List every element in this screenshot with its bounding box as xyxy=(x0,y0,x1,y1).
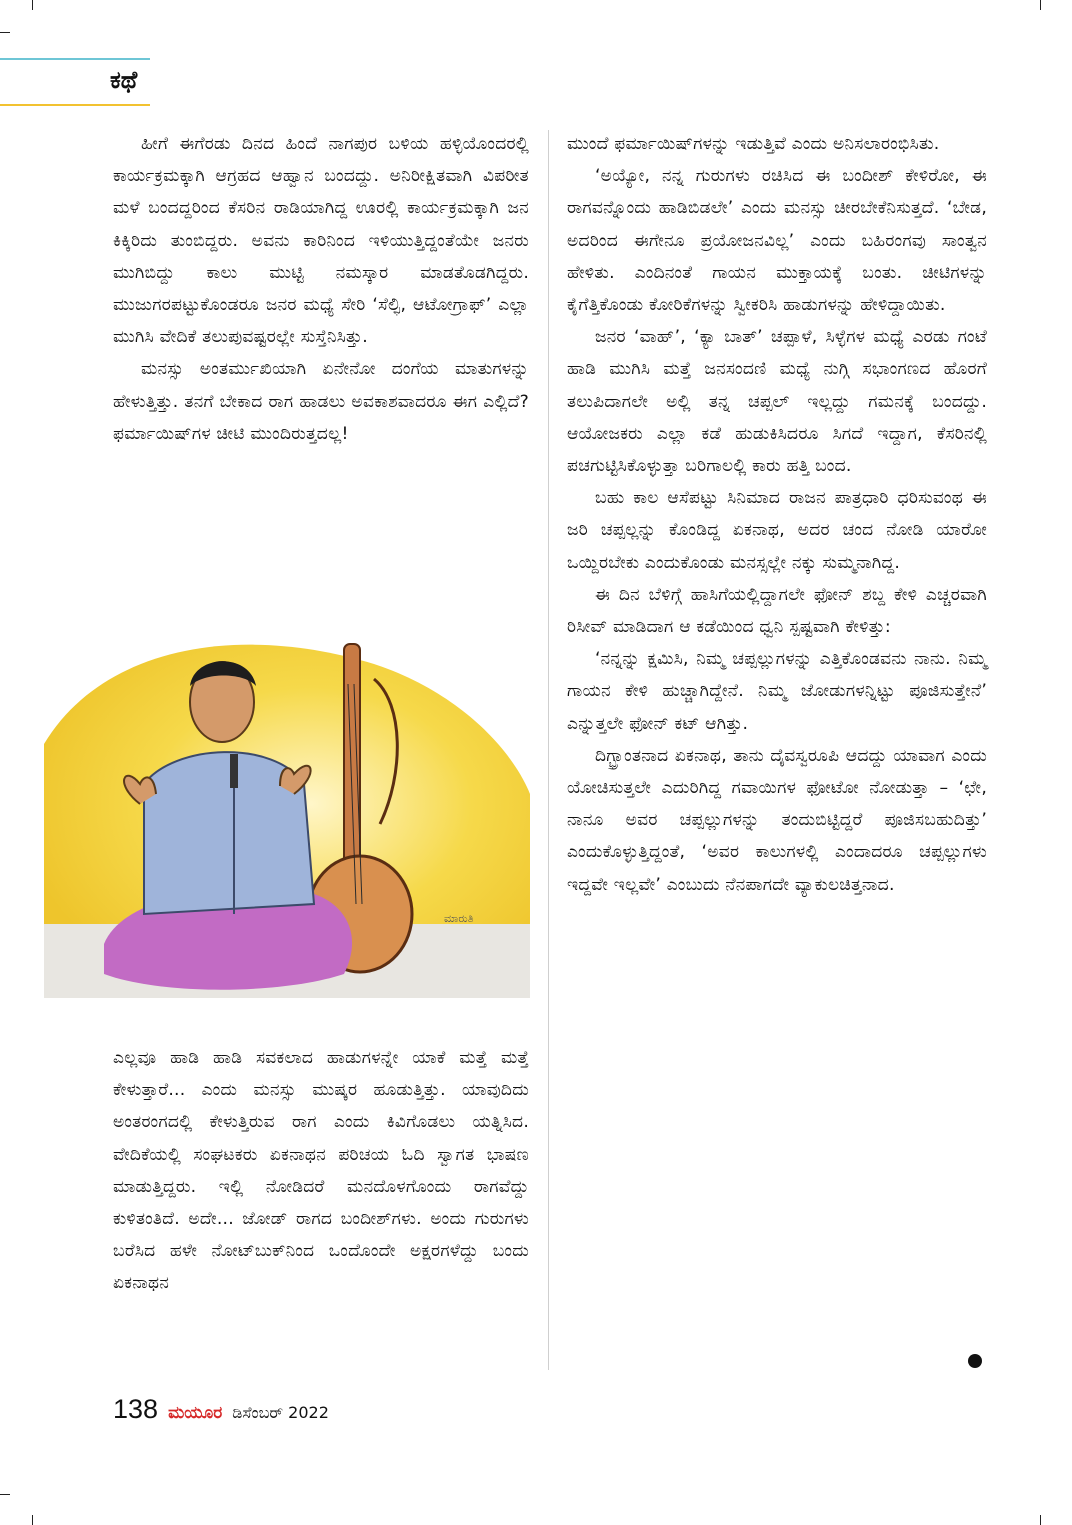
crop-mark-left-lower xyxy=(0,1494,10,1495)
end-of-story-dot xyxy=(968,1354,982,1368)
singer-illustration xyxy=(44,624,530,998)
issue-date: ಡಿಸೆಂಬರ್ 2022 xyxy=(232,1403,329,1422)
crop-mark-bottom-left xyxy=(32,1515,33,1525)
magazine-name: ಮಯೂರ xyxy=(168,1403,223,1423)
crop-mark-top-right xyxy=(1040,0,1041,10)
paragraph: ಬಹು ಕಾಲ ಆಸೆಪಟ್ಟು ಸಿನಿಮಾದ ರಾಜನ ಪಾತ್ರಧಾರಿ ಧರಿಸುವಂಥ ಈ ಜರಿ ಚಪ್ಪಲ್ಲನ್ನು ಕೊಂಡಿದ್ದ ಏಕನಾಥ, ಅದರ ಚಂದ ನೋಡಿ ಯಾರೋ ಒಯ್ದಿರಬೇಕು ಎಂದುಕೊಂಡು ಮನಸ್ಸಲ್ಲೇ ನಕ್ಕು ಸುಮ್ಮನಾಗಿದ್ದ. xyxy=(567,488,987,573)
paragraph: ಮುಂದೆ ಫರ್ಮಾಯಿಷ್‌ಗಳನ್ನು ಇಡುತ್ತಿವೆ ಎಂದು ಅನಿಸಲಾರಂಭಿಸಿತು. xyxy=(567,134,940,154)
yellow-rule xyxy=(0,104,150,106)
paragraph: ಹೀಗೆ ಈಗೆರಡು ದಿನದ ಹಿಂದೆ ನಾಗಪುರ ಬಳಿಯ ಹಳ್ಳಿಯೊಂದರಲ್ಲಿ ಕಾರ್ಯಕ್ರಮಕ್ಕಾಗಿ ಆಗ್ರಹದ ಆಹ್ವಾನ ಬಂದದ್ದು. ಅನಿರೀಕ್ಷಿತವಾಗಿ ವಿಪರೀತ ಮಳೆ ಬಂದದ್ದರಿಂದ ಕೆಸರಿನ ರಾಡಿಯಾಗಿದ್ದ ಊರಲ್ಲಿ ಕಾರ್ಯಕ್ರಮಕ್ಕಾಗಿ ಜನ ಕಿಕ್ಕಿರಿದು ತುಂಬಿದ್ದರು. ಅವನು ಕಾರಿನಿಂದ ಇಳಿಯುತ್ತಿದ್ದಂತೆಯೇ ಜನರು ಮುಗಿಬಿದ್ದು ಕಾಲು ಮುಟ್ಟಿ ನಮಸ್ಕಾರ ಮಾಡತೊಡಗಿದ್ದರು. ಮುಜುಗರಪಟ್ಟುಕೊಂಡರೂ ಜನರ ಮಧ್ಯೆ ಸೇರಿ ‘ಸೆಲ್ಫಿ, ಆಟೋಗ್ರಾಫ್’ ಎಲ್ಲಾ ಮುಗಿಸಿ ವೇದಿಕೆ ತಲುಪುವಷ್ಟರಲ್ಲೇ ಸುಸ್ತೆನಿಸಿತ್ತು. xyxy=(113,134,529,348)
left-column-top xyxy=(113,128,529,450)
left-column-bottom xyxy=(113,1042,529,1300)
right-column xyxy=(567,128,987,901)
teal-rule xyxy=(0,58,150,60)
paragraph: ‘ನನ್ನನ್ನು ಕ್ಷಮಿಸಿ, ನಿಮ್ಮ ಚಪ್ಪಲ್ಲುಗಳನ್ನು ಎತ್ತಿಕೊಂಡವನು ನಾನು. ನಿಮ್ಮ ಗಾಯನ ಕೇಳಿ ಹುಚ್ಚಾಗಿದ್ದೇನೆ. ನಿಮ್ಮ ಜೋಡುಗಳನ್ನಿಟ್ಟು ಪೂಜಿಸುತ್ತೇನೆ’ ಎನ್ನುತ್ತಲೇ ಫೋನ್ ಕಟ್ ಆಗಿತ್ತು. xyxy=(567,649,987,734)
paragraph: ‘ಅಯ್ಯೋ, ನನ್ನ ಗುರುಗಳು ರಚಿಸಿದ ಈ ಬಂದೀಶ್ ಕೇಳಿರೋ, ಈ ರಾಗವನ್ನೊಂದು ಹಾಡಿಬಿಡಲೇ’ ಎಂದು ಮನಸ್ಸು ಚೀರಬೇಕೆನಿಸುತ್ತದೆ. ‘ಬೇಡ, ಅದರಿಂದ ಈಗೇನೂ ಪ್ರಯೋಜನವಿಲ್ಲ’ ಎಂದು ಬಹಿರಂಗವು ಸಾಂತ್ವನ ಹೇಳಿತು. ಎಂದಿನಂತೆ ಗಾಯನ ಮುಕ್ತಾಯಕ್ಕೆ ಬಂತು. ಚೀಟಿಗಳನ್ನು ಕೈಗೆತ್ತಿಕೊಂಡು ಕೋರಿಕೆಗಳನ್ನು ಸ್ವೀಕರಿಸಿ ಹಾಡುಗಳನ್ನು ಹೇಳಿದ್ದಾಯಿತು. xyxy=(567,166,987,316)
paragraph: ಎಲ್ಲವೂ ಹಾಡಿ ಹಾಡಿ ಸವಕಲಾದ ಹಾಡುಗಳನ್ನೇ ಯಾಕೆ ಮತ್ತೆ ಮತ್ತೆ ಕೇಳುತ್ತಾರೆ... ಎಂದು ಮನಸ್ಸು ಮುಷ್ಕರ ಹೂಡುತ್ತಿತ್ತು. ಯಾವುದಿದು ಅಂತರಂಗದಲ್ಲಿ ಕೇಳುತ್ತಿರುವ ರಾಗ ಎಂದು ಕಿವಿಗೊಡಲು ಯತ್ನಿಸಿದ. ವೇದಿಕೆಯಲ್ಲಿ ಸಂಘಟಕರು ಏಕನಾಥನ ಪರಿಚಯ ಓದಿ ಸ್ವಾಗತ ಭಾಷಣ ಮಾಡುತ್ತಿದ್ದರು. ಇಲ್ಲಿ ನೋಡಿದರೆ ಮನದೊಳಗೊಂದು ರಾಗವೆದ್ದು ಕುಳಿತಂತಿದೆ. ಅದೇ... ಜೋಡ್ ರಾಗದ ಬಂದೀಶ್‌ಗಳು. ಅಂದು ಗುರುಗಳು ಬರೆಸಿದ ಹಳೇ ನೋಟ್‌ಬುಕ್‌ನಿಂದ ಒಂದೊಂದೇ ಅಕ್ಷರಗಳೆದ್ದು ಬಂದು ಏಕನಾಥನ xyxy=(113,1048,529,1294)
paragraph: ದಿಗ್ಭ್ರಾಂತನಾದ ಏಕನಾಥ, ತಾನು ದೈವಸ್ವರೂಪಿ ಆದದ್ದು ಯಾವಾಗ ಎಂದು ಯೋಚಿಸುತ್ತಲೇ ಎದುರಿಗಿದ್ದ ಗವಾಯಿಗಳ ಫೋಟೋ ನೋಡುತ್ತಾ – ‘ಛೇ, ನಾನೂ ಅವರ ಚಪ್ಪಲ್ಲುಗಳನ್ನು ತಂದುಬಿಟ್ಟಿದ್ದರೆ ಪೂಜಿಸಬಹುದಿತ್ತು’ ಎಂದುಕೊಳ್ಳುತ್ತಿದ್ದಂತೆ, ‘ಅವರ ಕಾಲುಗಳಲ್ಲಿ ಎಂದಾದರೂ ಚಪ್ಪಲ್ಲುಗಳು ಇದ್ದವೇ ಇಲ್ಲವೇ’ ಎಂಬುದು ನೆನಪಾಗದೇ ವ್ಯಾಕುಲಚಿತ್ತನಾದ. xyxy=(567,745,987,895)
section-label: ಕಥೆ xyxy=(110,66,138,94)
artist-signature: ಮಾರುತಿ xyxy=(444,912,474,925)
crop-mark-bottom-right xyxy=(1040,1515,1041,1525)
paragraph: ಜನರ ‘ವಾಹ್’, ‘ಕ್ಯಾ ಬಾತ್’ ಚಪ್ಪಾಳೆ, ಸಿಳ್ಳೆಗಳ ಮಧ್ಯೆ ಎರಡು ಗಂಟೆ ಹಾಡಿ ಮುಗಿಸಿ ಮತ್ತೆ ಜನಸಂದಣಿ ಮಧ್ಯೆ ನುಗ್ಗಿ ಸಭಾಂಗಣದ ಹೊರಗೆ ತಲುಪಿದಾಗಲೇ ಅಲ್ಲಿ ತನ್ನ ಚಪ್ಪಲ್ ಇಲ್ಲದ್ದು ಗಮನಕ್ಕೆ ಬಂದದ್ದು. ಆಯೋಜಕರು ಎಲ್ಲಾ ಕಡೆ ಹುಡುಕಿಸಿದರೂ ಸಿಗದೆ ಇದ್ದಾಗ, ಕೆಸರಿನಲ್ಲಿ ಪಚಗುಟ್ಟಿಸಿಕೊಳ್ಳುತ್ತಾ ಬರಿಗಾಲಲ್ಲಿ ಕಾರು ಹತ್ತಿ ಬಂದ. xyxy=(567,327,987,477)
crop-mark-left-upper xyxy=(0,32,10,33)
page-footer xyxy=(113,1394,329,1425)
column-divider xyxy=(548,130,549,1370)
paragraph: ಮನಸ್ಸು ಅಂತರ್ಮುಖಿಯಾಗಿ ಏನೇನೋ ದಂಗೆಯ ಮಾತುಗಳನ್ನು ಹೇಳುತ್ತಿತ್ತು. ತನಗೆ ಬೇಕಾದ ರಾಗ ಹಾಡಲು ಅವಕಾಶವಾದರೂ ಈಗ ಎಲ್ಲಿದೆ? ಫರ್ಮಾಯಿಷ್‌ಗಳ ಚೀಟಿ ಮುಂದಿರುತ್ತದಲ್ಲ! xyxy=(113,359,529,444)
paragraph: ಈ ದಿನ ಬೆಳಿಗ್ಗೆ ಹಾಸಿಗೆಯಲ್ಲಿದ್ದಾಗಲೇ ಫೋನ್ ಶಬ್ದ ಕೇಳಿ ಎಚ್ಚರವಾಗಿ ರಿಸೀವ್ ಮಾಡಿದಾಗ ಆ ಕಡೆಯಿಂದ ಧ್ವನಿ ಸ್ಪಷ್ಟವಾಗಿ ಕೇಳಿತ್ತು: xyxy=(567,584,987,638)
page-number: 138 xyxy=(113,1394,159,1424)
crop-mark-top-left xyxy=(32,0,33,10)
